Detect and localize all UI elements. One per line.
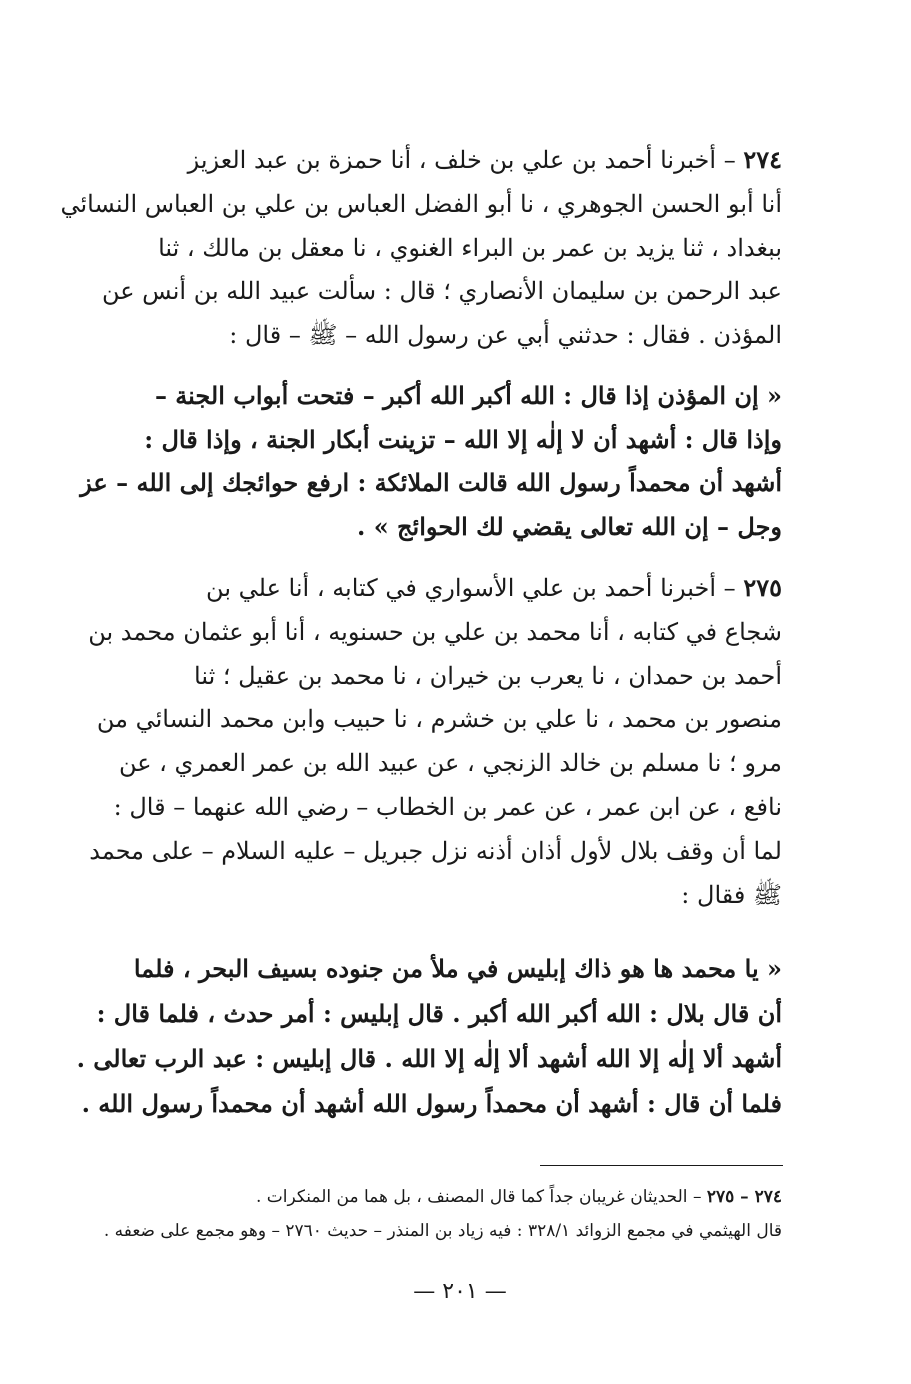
footnotes	[103, 1180, 782, 1248]
paragraph-line: عبد الرحمن بن سليمان الأنصاري ؛ قال : سألت عبيد الله بن أنس عن	[101, 277, 782, 306]
paragraph-274	[60, 138, 782, 358]
footnote-divider	[540, 1165, 783, 1166]
hadith-number: ٢٧٤	[743, 145, 782, 174]
footnote-numbers: ٢٧٤ – ٢٧٥	[706, 1187, 782, 1207]
hadith-line: أن قال بلال : الله أكبر الله أكبر . قال إبليس : أمر حدث ، فلما قال :	[96, 999, 782, 1028]
hadith-line: أشهد أن محمداً رسول الله قالت الملائكة : ارفع حوائجك إلى الله – عز	[80, 468, 782, 497]
paragraph-line: أحمد بن حمدان ، نا يعرب بن خيران ، نا محمد بن عقيل ؛ ثنا	[194, 661, 782, 690]
paragraph-line: شجاع في كتابه ، أنا محمد بن علي بن حسنويه ، أنا أبو عثمان محمد بن	[88, 617, 782, 646]
hadith-line: أشهد ألا إلٰه إلا الله أشهد ألا إلٰه إلا الله . قال إبليس : عبد الرب تعالى .	[76, 1044, 782, 1073]
hadith-number: ٢٧٥	[743, 573, 782, 602]
paragraph-line: نافع ، عن ابن عمر ، عن عمر بن الخطاب – رضي الله عنهما – قال :	[113, 792, 782, 821]
hadith-line: « إن المؤذن إذا قال : الله أكبر الله أكبر – فتحت أبواب الجنة –	[154, 381, 782, 410]
paragraph-line: مرو ؛ نا مسلم بن خالد الزنجي ، عن عبيد الله بن عمر العمري ، عن	[118, 749, 782, 778]
footnote-line: ٢٧٤ – ٢٧٥ – الحديثان غريبان جداً كما قال المصنف ، بل هما من المنكرات .	[255, 1187, 782, 1207]
hadith-text-274	[80, 374, 782, 548]
paragraph-275	[88, 566, 782, 917]
hadith-line: وجل – إن الله تعالى يقضي لك الحوائج » .	[356, 511, 782, 541]
page-number: — ٢٠١ —	[413, 1279, 507, 1304]
hadith-line: « يا محمد ها هو ذاك إبليس في ملأ من جنوده بسيف البحر ، فلما	[133, 954, 782, 983]
hadith-text-275	[76, 946, 782, 1126]
paragraph-line: ٢٧٥ – أخبرنا أحمد بن علي الأسواري في كتابه ، أنا علي بن	[206, 573, 782, 602]
paragraph-line: ﷺ فقال :	[681, 880, 782, 909]
paragraph-line: لما أن وقف بلال لأول أذان أذنه نزل جبريل – عليه السلام – على محمد	[89, 836, 782, 865]
hadith-line: وإذا قال : أشهد أن لا إلٰه إلا الله – تزينت أبكار الجنة ، وإذا قال :	[144, 424, 782, 454]
footnote-line: قال الهيثمي في مجمع الزوائد ٣٢٨/١ : فيه زياد بن المنذر – حديث ٢٧٦٠ – وهو مجمع على ضعفه .	[103, 1221, 782, 1241]
hadith-line: فلما أن قال : أشهد أن محمداً رسول الله أشهد أن محمداً رسول الله .	[81, 1089, 782, 1118]
paragraph-line: أنا أبو الحسن الجوهري ، نا أبو الفضل العباس بن علي بن العباس النسائي	[60, 189, 782, 218]
paragraph-line: المؤذن . فقال : حدثني أبي عن رسول الله – ﷺ – قال :	[229, 321, 782, 350]
paragraph-line: ببغداد ، ثنا يزيد بن عمر بن البراء الغنوي ، نا معقل بن مالك ، ثنا	[158, 233, 782, 262]
paragraph-line: منصور بن محمد ، نا علي بن خشرم ، نا حبيب وابن محمد النسائي من	[96, 705, 782, 734]
paragraph-line: ٢٧٤ – أخبرنا أحمد بن علي بن خلف ، أنا حمزة بن عبد العزيز	[187, 145, 782, 174]
